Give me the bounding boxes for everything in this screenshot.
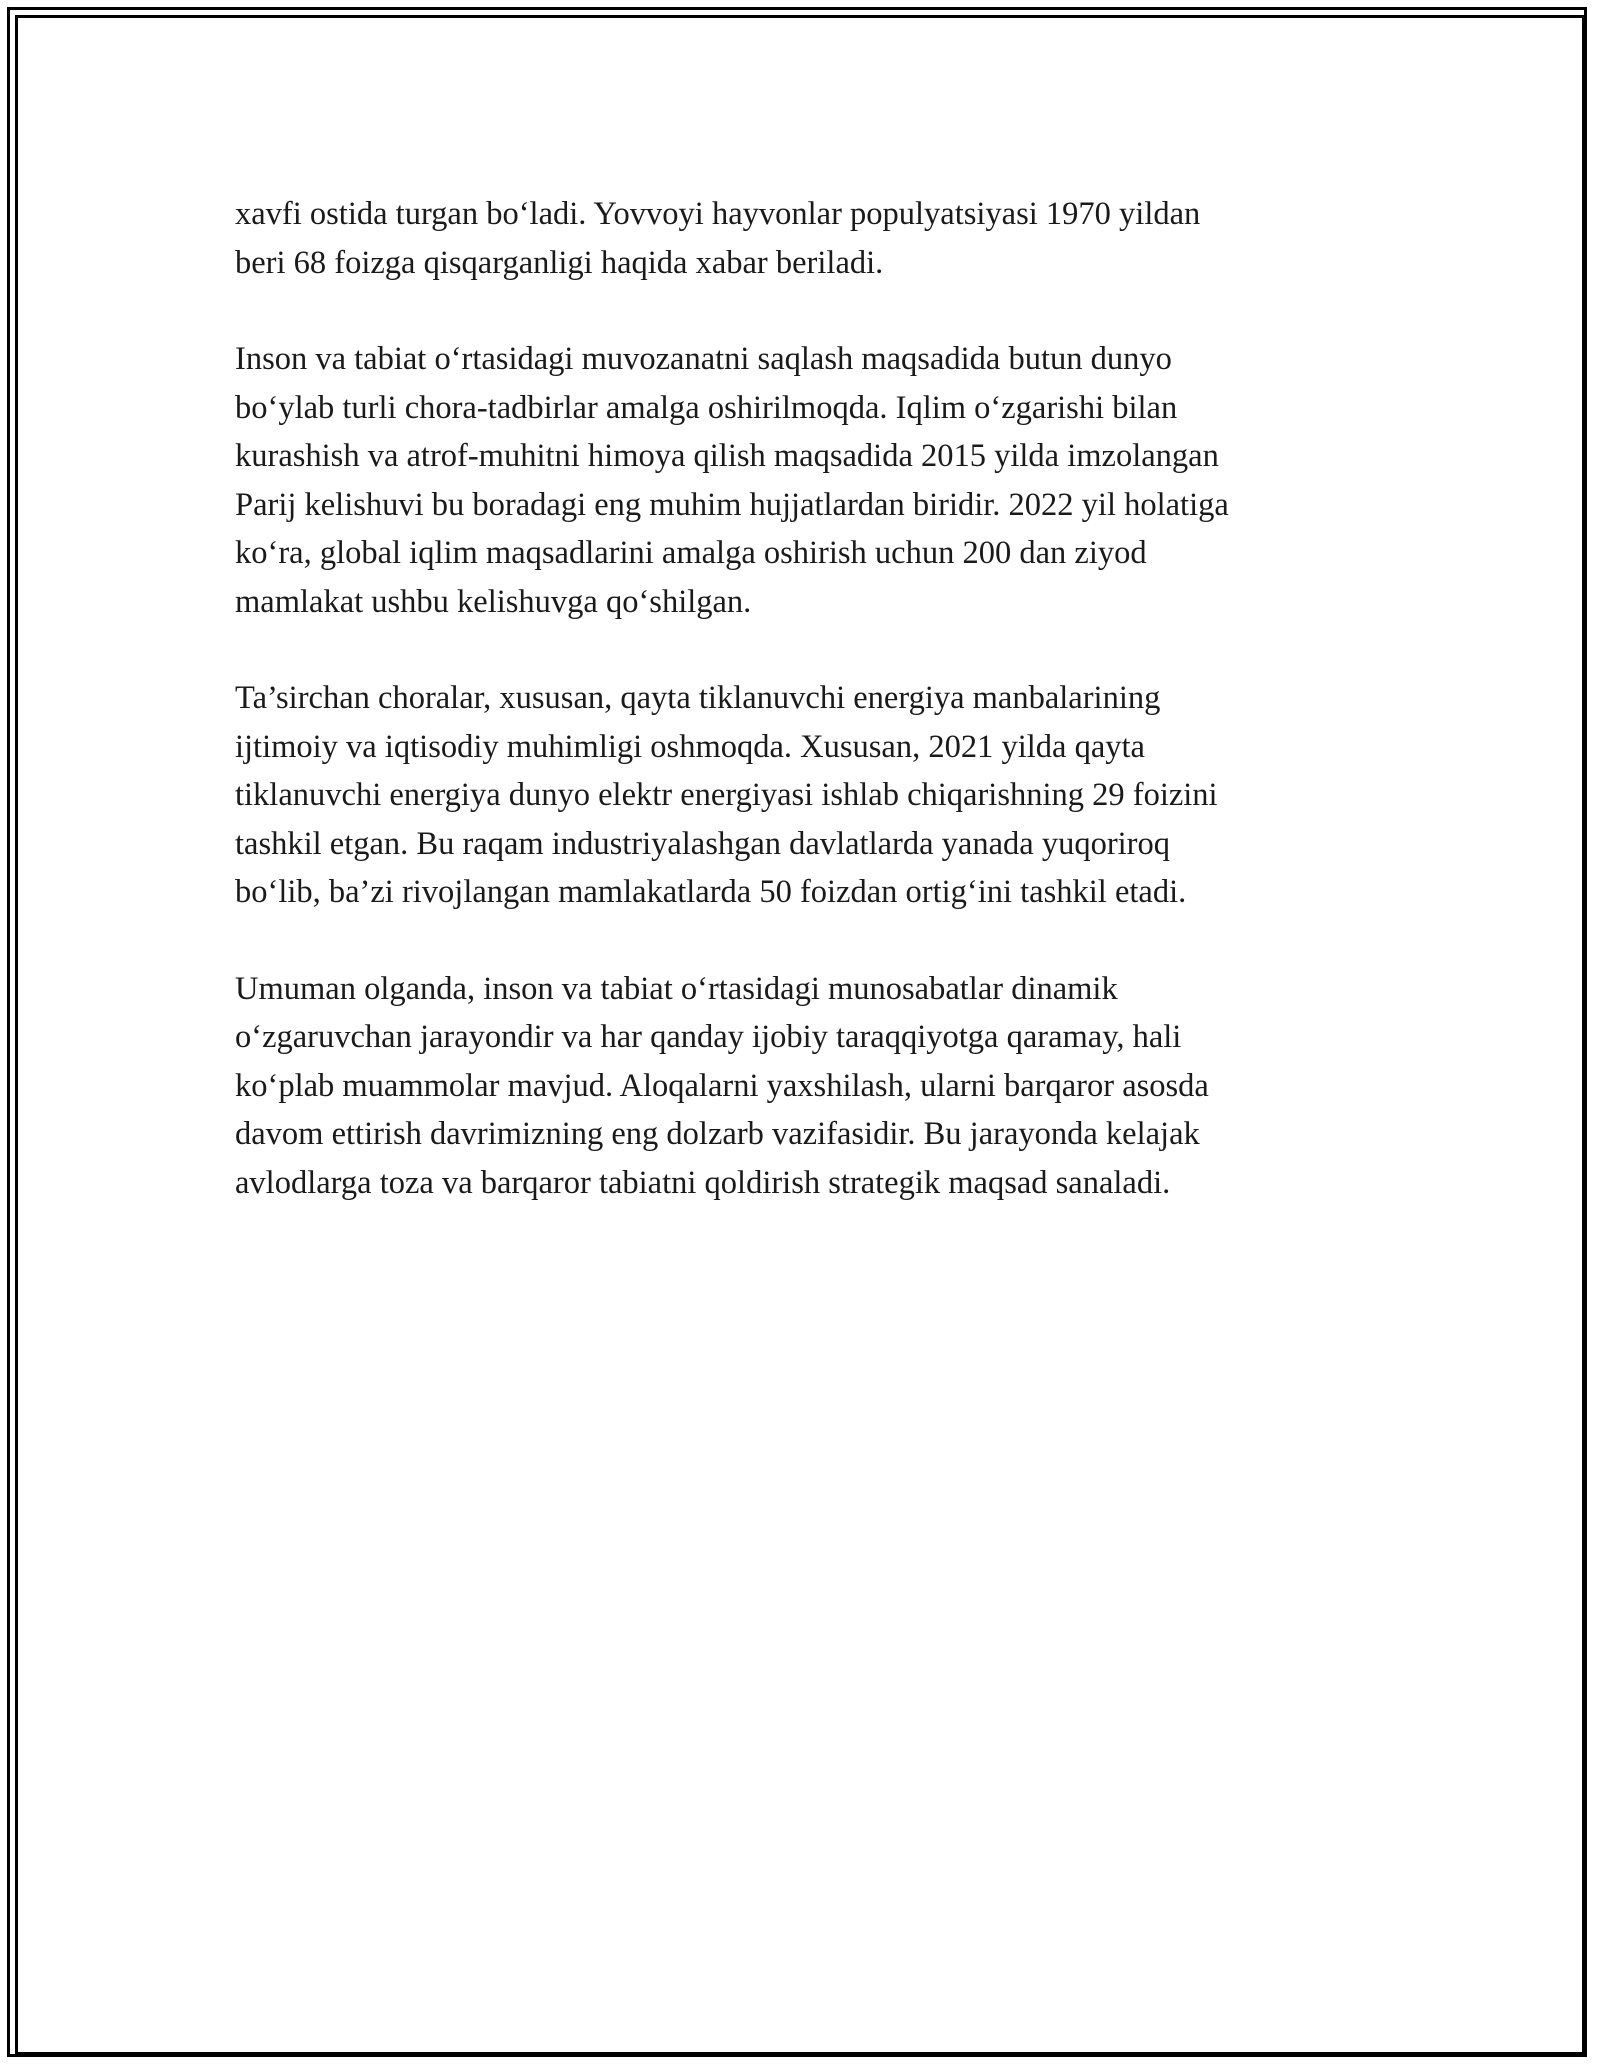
text-line: ko‘plab muammolar mavjud. Aloqalarni yaxshilash, ularni barqaror asosda xyxy=(235,1067,1209,1104)
text-line: davom ettirish davrimizning eng dolzarb vazifasidir. Bu jarayonda kelajak xyxy=(235,1116,1200,1152)
paragraph-4 xyxy=(235,965,1375,1208)
document-page xyxy=(235,190,1375,1255)
text-line: bo‘lib, ba’zi rivojlangan mamlakatlarda 50 foizdan ortig‘ini tashkil etadi. xyxy=(235,874,1187,910)
text-line: ko‘ra, global iqlim maqsadlarini amalga oshirish uchun 200 dan ziyod xyxy=(235,535,1147,571)
paragraph-3 xyxy=(235,674,1375,917)
text-line: Inson va tabiat o‘rtasidagi muvozanatni saqlash maqsadida butun dunyo xyxy=(235,341,1172,377)
text-line: Parij kelishuvi bu boradagi eng muhim hujjatlardan biridir. 2022 yil holatiga xyxy=(235,486,1229,523)
text-line: kurashish va atrof-muhitni himoya qilish maqsadida 2015 yilda imzolangan xyxy=(235,438,1219,474)
paragraph-2 xyxy=(235,335,1375,626)
text-line: Ta’sirchan choralar, xususan, qayta tiklanuvchi energiya manbalarining xyxy=(235,680,1161,716)
text-line: beri 68 foizga qisqarganligi haqida xabar beriladi. xyxy=(235,244,884,281)
text-line: bo‘ylab turli chora-tadbirlar amalga oshirilmoqda. Iqlim o‘zgarishi bilan xyxy=(235,389,1178,426)
text-line: tiklanuvchi energiya dunyo elektr energiyasi ishlab chiqarishning 29 foizini xyxy=(235,777,1218,813)
text-line: xavfi ostida turgan bo‘ladi. Yovvoyi hayvonlar populyatsiyasi 1970 yildan xyxy=(235,196,1201,232)
text-line: tashkil etgan. Bu raqam industriyalashgan davlatlarda yanada yuqoriroq xyxy=(235,825,1170,862)
text-line: Umuman olganda, inson va tabiat o‘rtasidagi munosabatlar dinamik xyxy=(235,970,1118,1007)
paragraph-1 xyxy=(235,190,1375,287)
text-line: avlodlarga toza va barqaror tabiatni qoldirish strategik maqsad sanaladi. xyxy=(235,1164,1171,1201)
text-line: mamlakat ushbu kelishuvga qo‘shilgan. xyxy=(235,583,752,620)
text-line: o‘zgaruvchan jarayondir va har qanday ijobiy taraqqiyotga qaramay, hali xyxy=(235,1019,1182,1055)
text-line: ijtimoiy va iqtisodiy muhimligi oshmoqda. Xususan, 2021 yilda qayta xyxy=(235,728,1145,765)
